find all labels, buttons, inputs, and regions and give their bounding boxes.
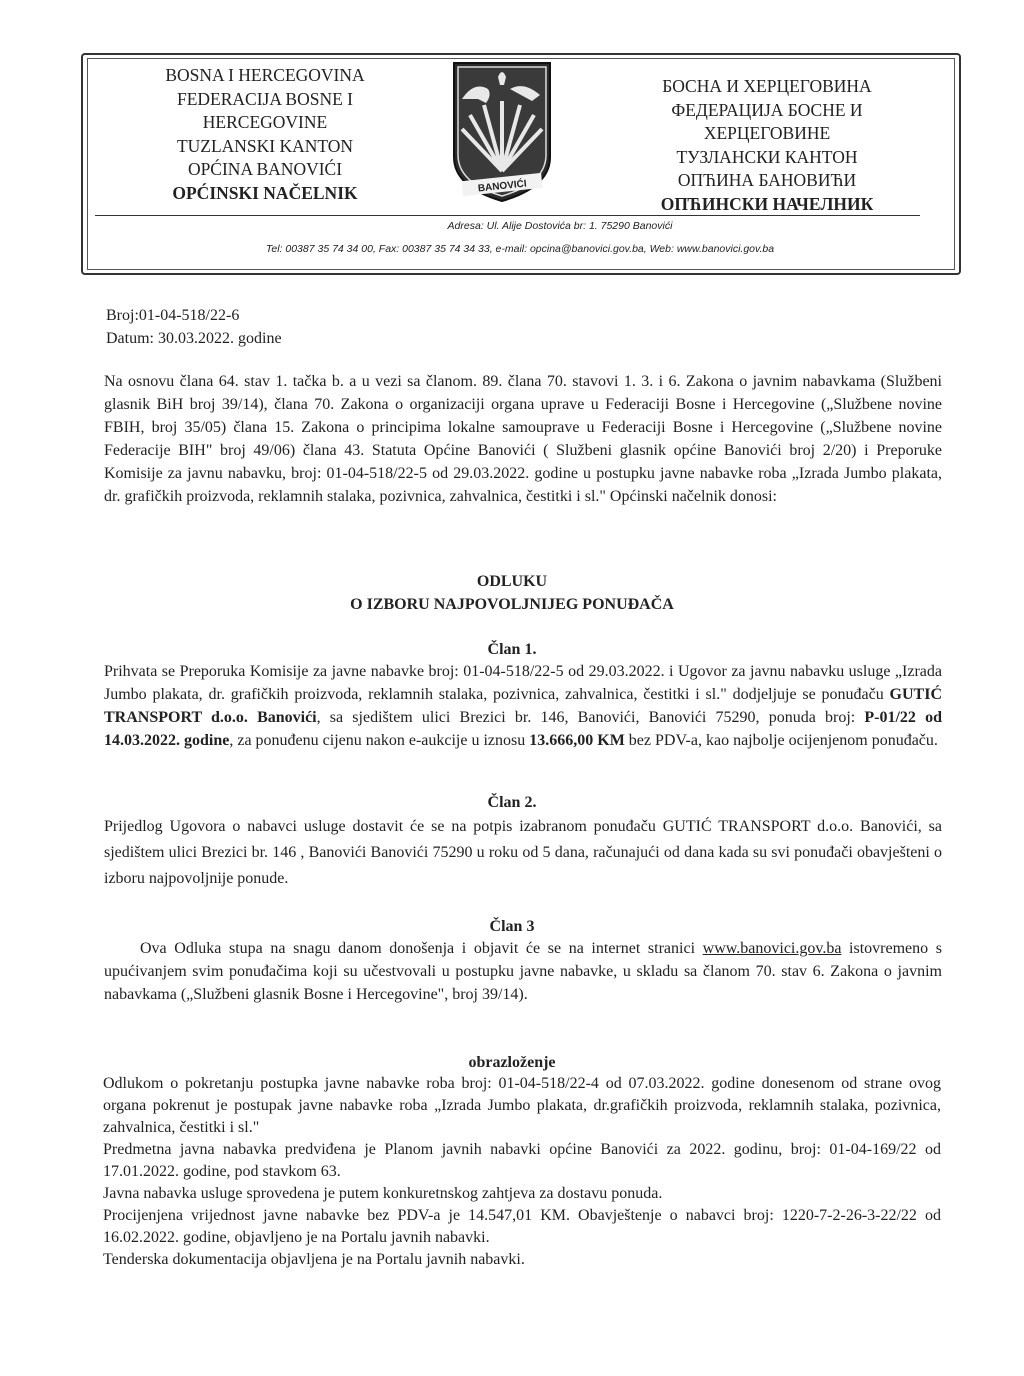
clan1-offer: P-01/22 od 14.03.2022. godine [104,709,942,749]
clan1-text-d: bez PDV-a, kao najbolje ocijenjenom ponuđaču. [624,732,938,749]
header-latin [115,64,415,205]
decision-subtitle: O IZBORU NAJPOVOLJNIJEG PONUĐAČA [350,596,674,613]
header-cyrillic-line: ОПЋИНА БАНОВИЋИ [677,170,857,190]
clan1-text [104,660,942,752]
clan1-text-a: Prihvata se Preporuka Komisije za javne nabavke broj: 01-04-518/22-5 od 29.03.2022. i Ugovor za javnu nabavku usluge „Izrada Jumbo plakata, dr. grafičkih proizvoda, reklamnih stalaka, pozivnica, zahvalnica, čestitki i sl." dodjeljuje se ponuđaču [104,663,942,703]
obrazlozenje-heading: obrazloženje [468,1054,556,1071]
decision-title: ODLUKU [476,573,548,590]
header-cyrillic-line: ХЕРЦЕГОВИНЕ [703,123,831,143]
header-address: Adresa: Ul. Alije Dostovića br: 1. 75290 Banovići [447,220,673,232]
intro-paragraph: Na osnovu člana 64. stav 1. tačka b. a u vezi sa članom. 89. člana 70. stavovi 1. 3. i 6. Zakona o javnim nabavkama (Službeni glasnik BiH broj 39/14), člana 70. Zakona o organizaciji organa uprave u Federaciji Bosne i Hercegovine („Službene novine FBIH, broj 35/05) člana 15. Zakona o principima lokalne samouprave u Federaciji Bosne i Hercegovine („Službene novine Federacije BIH" broj 49/06) člana 43. Statuta Općine Banovići ( Službeni glasnik općine Banovići broj 2/20) i Preporuke Komisije za javnu nabavku, broj: 01-04-518/22-5 od 29.03.2022. godine u postupku javne nabavke roba „Izrada Jumbo plakata, dr. grafičkih proizvoda, reklamnih stalaka, pozivnica, zahvalnica, čestitki i sl." Općinski načelnik donosi: [104,373,942,505]
clan3-heading: Član 3 [489,918,535,935]
clan2-text: Prijedlog Ugovora o nabavci usluge dostavit će se na potpis izabranom ponuđaču GUTIĆ TRANSPORT d.o.o. Banovići, sa sjedištem ulici Brezici br. 146 , Banovići Banovići 75290 u roku od 5 dana, računajući od dana kada su svi ponuđači obavješteni o izboru najpovoljnije ponude. [104,818,942,887]
document-date: Datum: 30.03.2022. godine [106,330,282,347]
header-latin-title: OPĆINSKI NAČELNIK [172,182,358,203]
clan1-amount: 13.666,00 KM [529,732,625,749]
header-divider [95,215,920,216]
header-latin-line: FEDERACIJA BOSNE I [177,88,353,109]
header-cyrillic-title: ОПЋИНСКИ НАЧЕЛНИК [660,193,874,214]
clan1-heading: Član 1. [487,641,537,658]
clan2-heading: Član 2. [487,794,537,811]
clan1-text-b: , sa sjedištem ulici Brezici br. 146, Banovići, Banovići 75290, ponuda broj: [316,709,865,726]
header-cyrillic [602,75,932,216]
document-number: Broj:01-04-518/22-6 [106,307,240,324]
clan3-text [104,937,942,1006]
clan3-text-a: Ova Odluka stupa na snagu danom donošenja i objavit će se na internet stranici [140,940,703,957]
obrazlozenje-p4: Procijenjena vrijednost javne nabavke bez PDV-a je 14.547,01 KM. Obavještenje o nabavci broj: 1220-7-2-26-3-22/22 od 16.02.2022. godine, objavljeno je na Portalu javnih nabavki. [103,1207,941,1246]
header-latin-line: TUZLANSKI KANTON [176,135,354,156]
crest-label: BANOVIĆI [477,178,528,195]
clan3-text-b: istovremeno s upućivanjem svim ponuđačima koji su učestvovali u postupku javne nabavke, u skladu sa članom 70. stav 6. Zakona o javnim nabavkama („Službeni glasnik Bosne i Hercegovine", broj 39/14). [104,940,942,1003]
municipality-crest-icon [448,59,556,205]
header-latin-line: BOSNA I HERCEGOVINA [165,65,365,85]
obrazlozenje-p3: Javna nabavka usluge sprovedena je putem konkuretnskog zahtjeva za dostavu ponuda. [103,1185,663,1202]
clan1-text-c: , za ponuđenu cijenu nakon e-aukcije u iznosu [229,732,530,749]
document-meta [106,304,282,350]
header-latin-line: HERCEGOVINE [202,112,328,132]
obrazlozenje-p1: Odlukom o pokretanju postupka javne nabavke roba broj: 01-04-518/22-4 od 07.03.2022. godine donesenom od strane ovog organa pokrenut je postupak javne nabavke roba „Izrada Jumbo plakata, dr.grafičkih proizvoda, reklamnih stalaka, pozivnica, zahvalnica, čestitki i sl." [103,1075,941,1136]
website-link[interactable]: www.banovici.gov.ba [702,940,842,957]
header-cyrillic-line: ФЕДЕРАЦИЈА БОСНЕ И [671,99,863,120]
header-cyrillic-line: ТУЗЛАНСКИ КАНТОН [676,146,858,167]
obrazlozenje-p2: Predmetna javna nabavka predviđena je Planom javnih nabavki općine Banovići za 2022. godinu, broj: 01-04-169/22 od 17.01.2022. godine, pod stavkom 63. [103,1141,941,1180]
clan1-company: GUTIĆ TRANSPORT d.o.o. Banovići [104,686,942,726]
obrazlozenje-body [103,1073,941,1271]
header-contact: Tel: 00387 35 74 34 00, Fax: 00387 35 74 34 33, e-mail: opcina@banovici.gov.ba, Web: www.banovici.gov.ba [265,243,775,255]
header-cyrillic-line: БОСНА И ХЕРЦЕГОВИНА [662,76,872,96]
header-latin-line: OPĆINA BANOVIĆI [187,159,343,179]
obrazlozenje-p5: Tenderska dokumentacija objavljena je na Portalu javnih nabavki. [103,1251,525,1268]
